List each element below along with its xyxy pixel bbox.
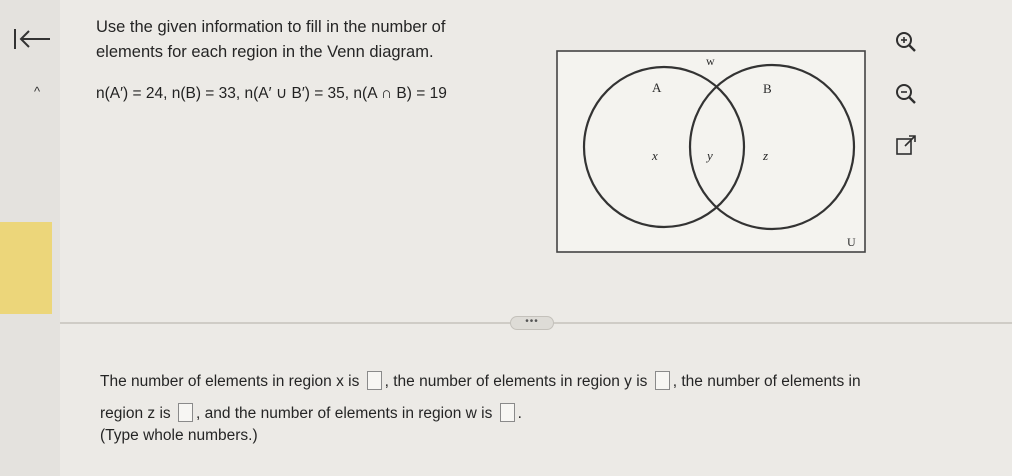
current-question-highlight — [0, 222, 52, 314]
zoom-out-icon[interactable] — [894, 82, 918, 106]
region-w-label: w — [706, 54, 715, 68]
answer-text-5: , and the number of elements in region w is — [195, 405, 493, 422]
answer-text-6: . — [517, 405, 522, 422]
question-instruction: Use the given information to fill in the number of elements for each region in the Venn diagram. — [96, 18, 446, 61]
answer-input-y[interactable] — [655, 371, 670, 390]
venn-diagram — [556, 50, 866, 253]
back-arrow-icon[interactable] — [12, 26, 52, 52]
set-u-label: U — [847, 235, 856, 249]
set-b-label: B — [763, 81, 772, 96]
answer-input-w[interactable] — [500, 403, 515, 422]
given-information: n(A′) = 24, n(B) = 33, n(A′ ∪ B′) = 35, n(A ∩ B) = 19 — [96, 85, 447, 102]
region-y-label: y — [707, 148, 713, 163]
answer-text-4: region z is — [100, 405, 171, 422]
answer-input-z[interactable] — [178, 403, 193, 422]
external-link-icon[interactable] — [894, 134, 918, 158]
answer-text-1: The number of elements in region x is — [100, 373, 360, 390]
zoom-in-icon[interactable] — [894, 30, 918, 54]
answer-prompt — [100, 366, 1000, 430]
more-options-button[interactable]: ••• — [510, 316, 554, 330]
answer-text-3: , the number of elements in — [672, 373, 861, 390]
collapse-caret-icon[interactable]: ^ — [34, 84, 41, 99]
set-a-label: A — [652, 80, 662, 95]
region-z-label: z — [763, 148, 769, 163]
region-x-label: x — [652, 148, 658, 163]
answer-input-x[interactable] — [367, 371, 382, 390]
answer-text-2: , the number of elements in region y is — [384, 373, 648, 390]
answer-hint: (Type whole numbers.) — [100, 427, 258, 444]
